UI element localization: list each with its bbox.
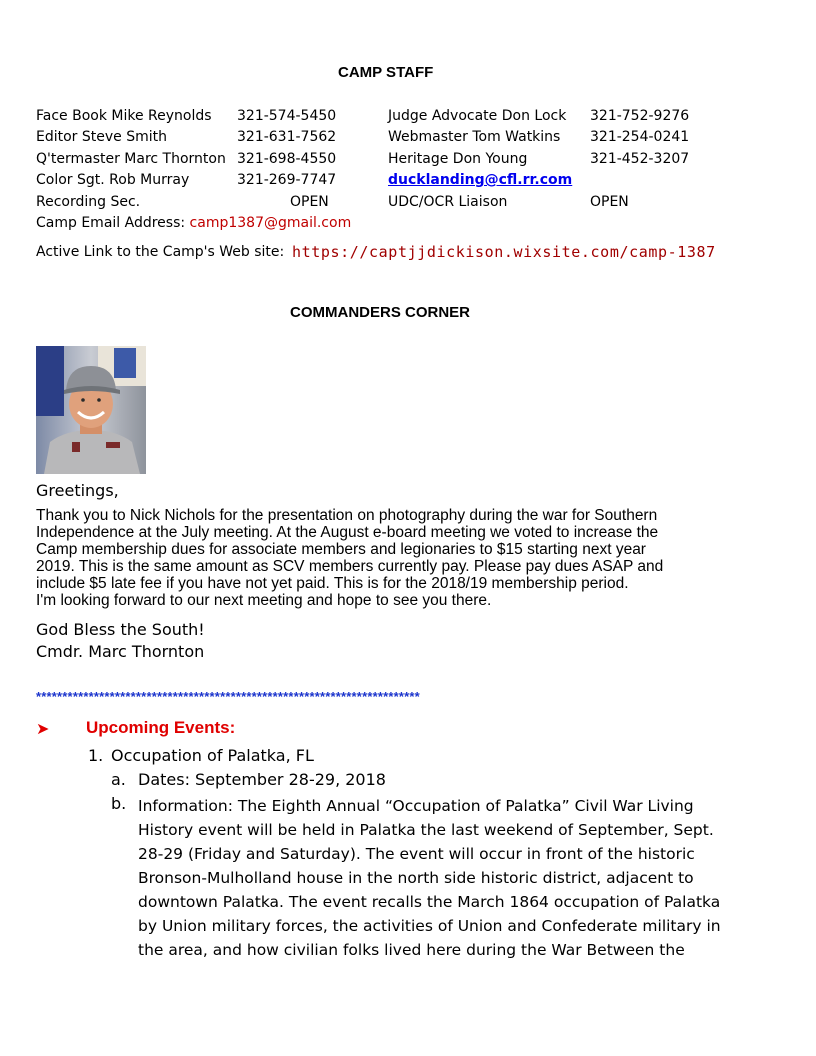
camp-staff-heading: CAMP STAFF [338,64,434,81]
greeting: Greetings, [36,481,119,500]
asterisk-divider: ************************************************************************* [36,689,420,704]
event-dates: Dates: September 28-29, 2018 [138,770,386,789]
staff-role: Heritage Don Young [388,151,528,167]
list-number: 1. [88,746,104,765]
message-line: Camp membership dues for associate members and legionaries to $15 starting next year [36,541,646,558]
list-letter: b. [111,794,127,813]
signature: Cmdr. Marc Thornton [36,642,205,661]
staff-phone: 321-574-5450 [237,108,337,124]
ducklanding-email-link[interactable]: ducklanding@cfl.rr.com [388,172,573,188]
commander-portrait-image [36,346,146,474]
commanders-corner-heading: COMMANDERS CORNER [290,304,470,321]
staff-role: Color Sgt. Rob Murray [36,172,190,188]
staff-role: Q'termaster Marc Thornton [36,151,226,167]
upcoming-events-heading: Upcoming Events: [86,718,236,737]
list-letter: a. [111,770,126,789]
event-title: Occupation of Palatka, FL [111,746,314,765]
info-line: by Union military forces, the activities of Union and Confederate military in [138,917,721,935]
message-line: Independence at the July meeting. At the August e-board meeting we voted to increase the [36,524,659,541]
info-line: downtown Palatka. The event recalls the March 1864 occupation of Palatka [138,893,721,911]
staff-phone: 321-254-0241 [590,129,690,145]
commander-photo [36,346,146,474]
camp-email-address[interactable]: camp1387@gmail.com [189,215,352,231]
message-line: 2019. This is the same amount as SCV members currently pay. Please pay dues ASAP and [36,558,664,575]
event-information [138,794,748,962]
message-line: I'm looking forward to our next meeting and hope to see you there. [36,592,492,609]
arrow-bullet-icon: ➤ [36,719,50,738]
staff-role: Webmaster Tom Watkins [388,129,561,145]
staff-phone: OPEN [590,194,629,210]
staff-phone: 321-269-7747 [237,172,337,188]
staff-role: Judge Advocate Don Lock [388,108,567,124]
staff-phone: 321-452-3207 [590,151,690,167]
closing-line: God Bless the South! [36,620,205,639]
message-line: Thank you to Nick Nichols for the presentation on photography during the war for Southern [36,507,658,524]
camp-email-line [36,215,351,231]
camp-email-label: Camp Email Address: [36,215,186,231]
web-site-label: Active Link to the Camp's Web site: [36,244,285,260]
info-line: the area, and how civilian folks lived here during the War Between the [138,941,685,959]
info-line: 28-29 (Friday and Saturday). The event will occur in front of the historic [138,845,695,863]
staff-phone: 321-698-4550 [237,151,337,167]
info-line: Information: The Eighth Annual “Occupation of Palatka” Civil War Living [138,797,694,815]
staff-role: Recording Sec. [36,194,141,210]
info-line: History event will be held in Palatka the last weekend of September, Sept. [138,821,714,839]
staff-role: UDC/OCR Liaison [388,194,508,210]
commander-message [36,507,736,609]
camp-web-site-link[interactable]: https://captjjdickison.wixsite.com/camp-1387 [292,243,716,261]
staff-role: Face Book Mike Reynolds [36,108,212,124]
staff-role: Editor Steve Smith [36,129,167,145]
info-line: Bronson-Mulholland house in the north side historic district, adjacent to [138,869,694,887]
staff-phone: 321-631-7562 [237,129,337,145]
message-line: include $5 late fee if you have not yet paid. This is for the 2018/19 membership period. [36,575,629,592]
staff-phone: OPEN [290,194,329,210]
staff-phone: 321-752-9276 [590,108,690,124]
